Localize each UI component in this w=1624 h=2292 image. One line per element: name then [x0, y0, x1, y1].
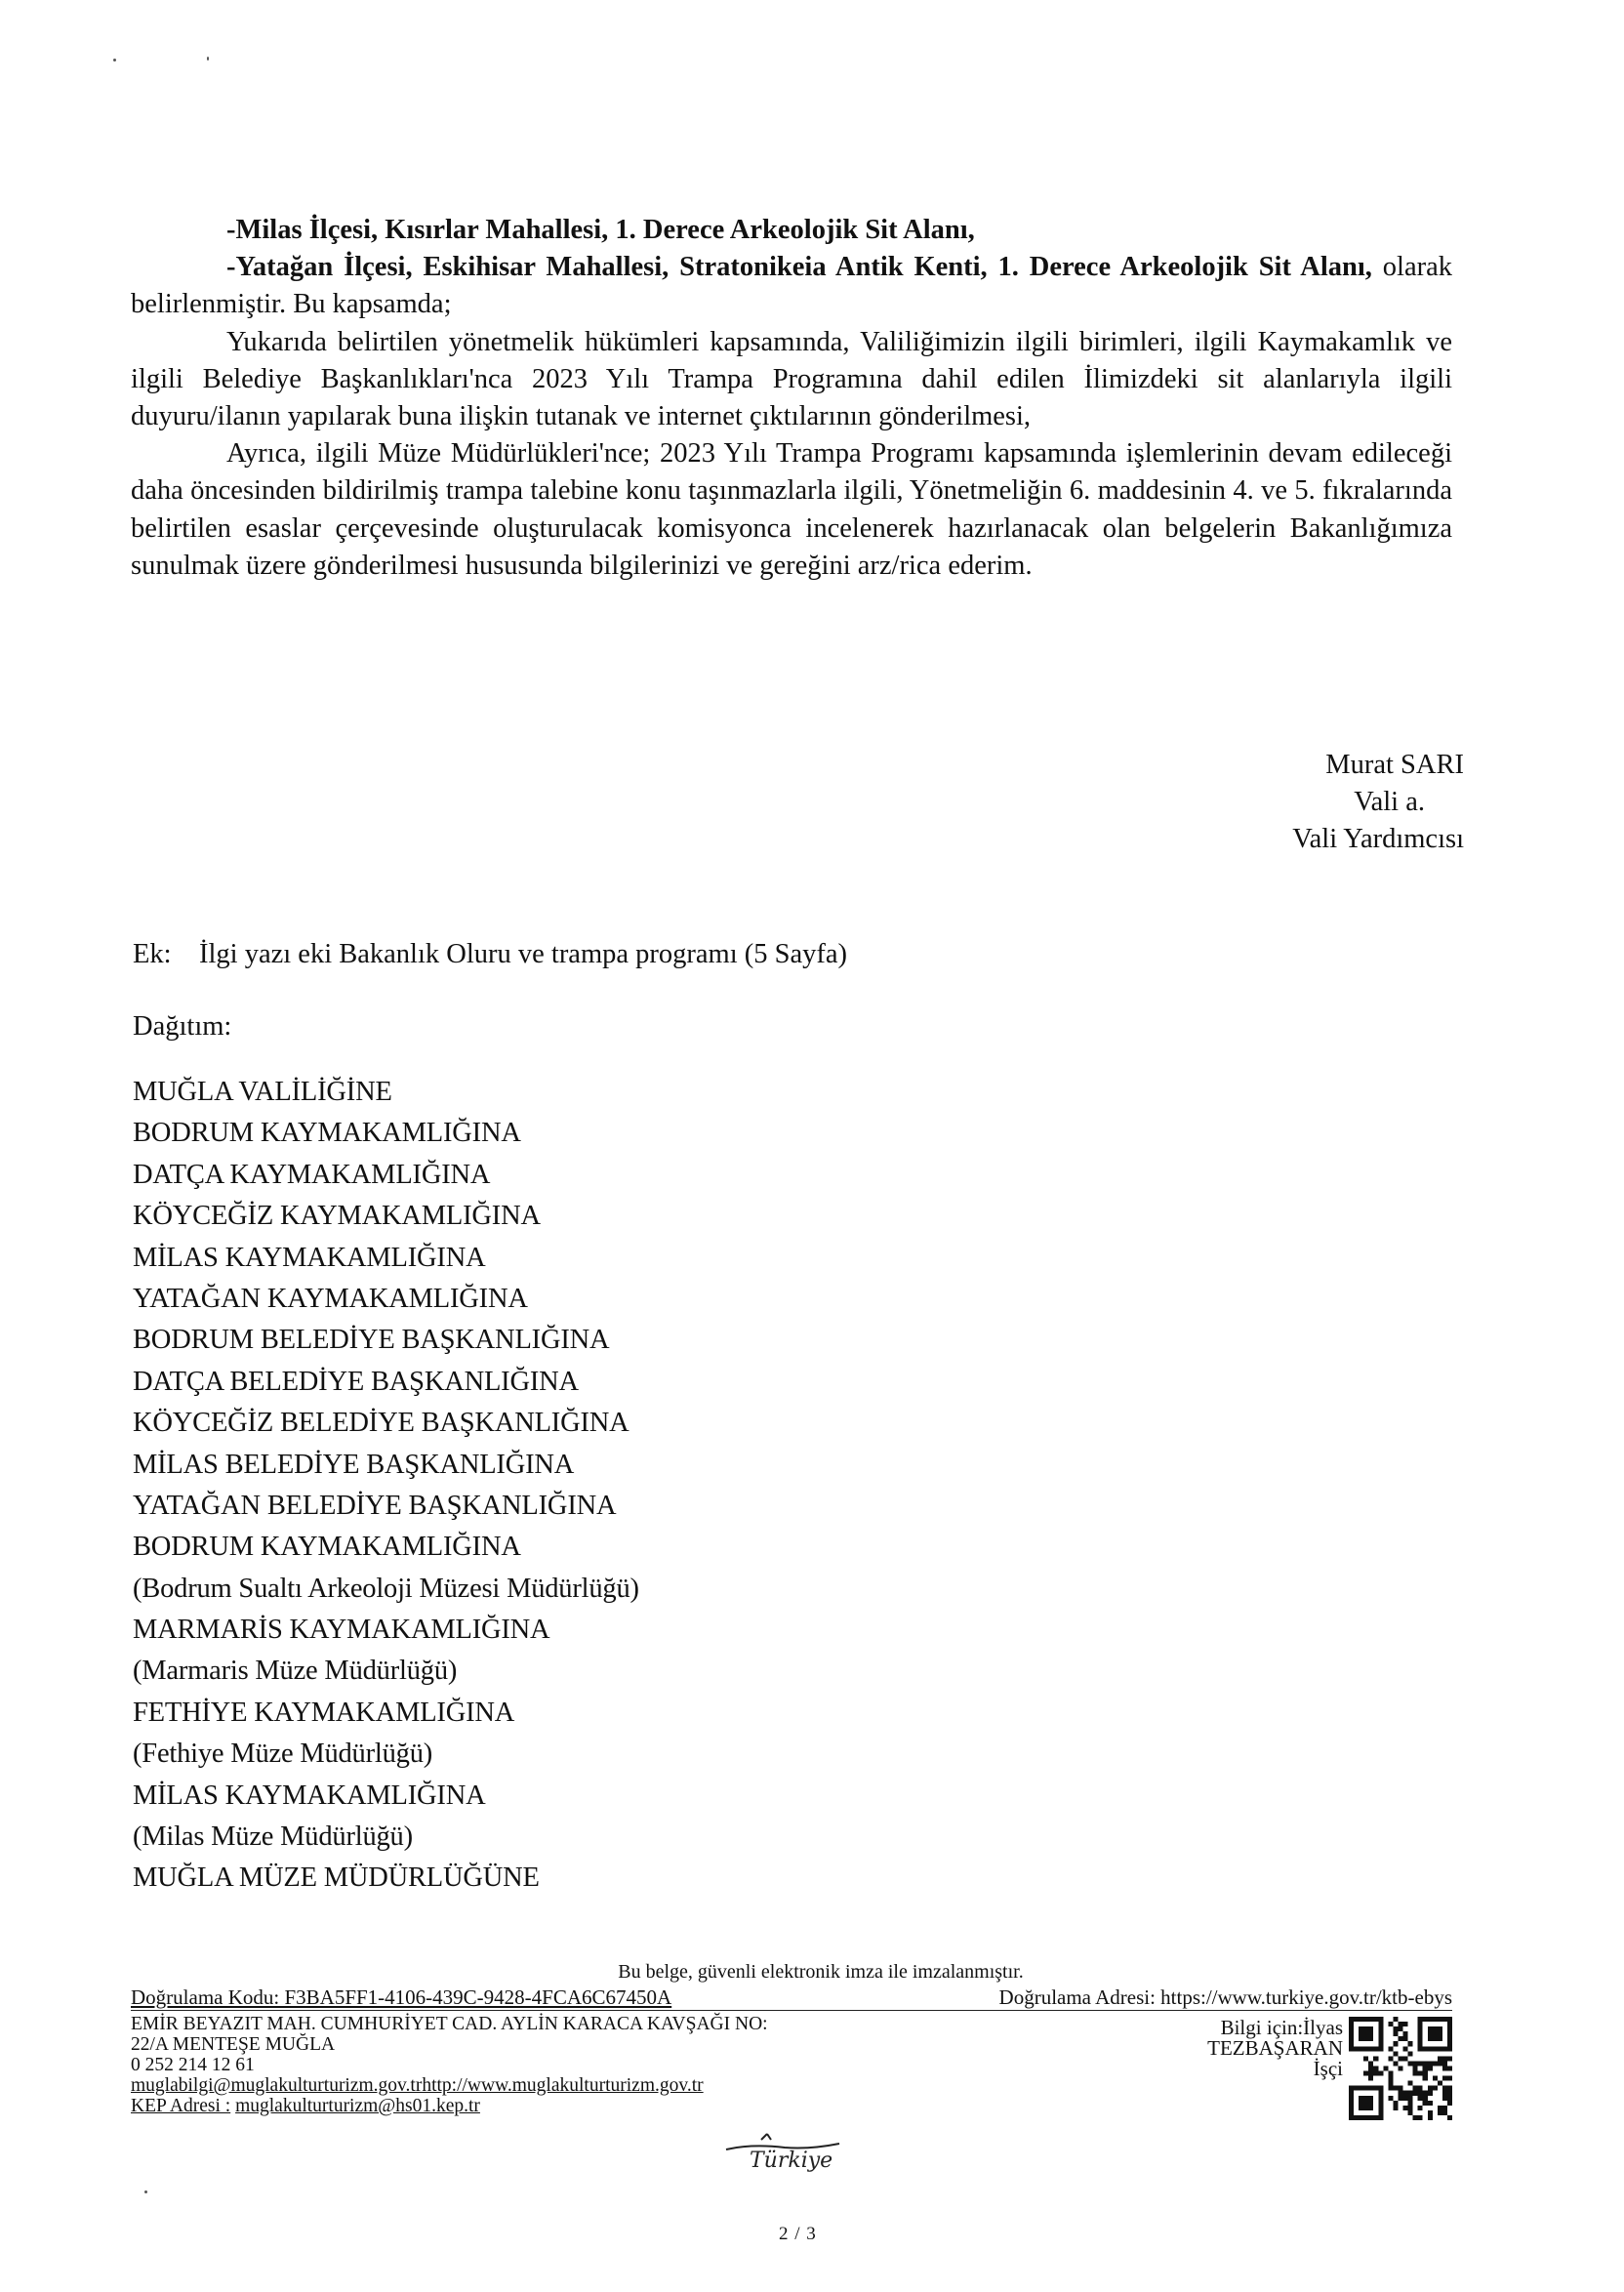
kep-label: KEP Adresi : — [131, 2096, 231, 2116]
distribution-item: KÖYCEĞİZ BELEDİYE BAŞKANLIĞINA — [133, 1408, 629, 1439]
scan-speck — [144, 2190, 147, 2193]
contact-person-block — [1207, 2018, 1343, 2079]
distribution-title: Dağıtım: — [133, 1011, 232, 1042]
contact-block — [131, 2014, 1452, 2131]
distribution-item: BODRUM KAYMAKAMLIĞINA — [133, 1118, 521, 1149]
attachment-text: İlgi yazı eki Bakanlık Oluru ve trampa programı (5 Sayfa) — [199, 939, 847, 969]
distribution-item: KÖYCEĞİZ KAYMAKAMLIĞINA — [133, 1201, 541, 1232]
signatory-role: Vali Yardımcısı — [1292, 824, 1464, 854]
contact-person-line-1: Bilgi için:İlyas — [1220, 2016, 1343, 2039]
turkiye-logo-icon — [722, 2128, 849, 2177]
signatory-title: Vali a. — [1354, 787, 1425, 817]
distribution-item: MUĞLA MÜZE MÜDÜRLÜĞÜNE — [133, 1862, 540, 1894]
turkiye-logo — [722, 2128, 849, 2182]
email-web-link[interactable]: muglabilgi@muglakulturturizm.gov.trhttp://www.muglakulturturizm.gov.tr — [131, 2075, 704, 2096]
distribution-item: (Fethiye Müze Müdürlüğü) — [133, 1739, 433, 1770]
distribution-item: BODRUM BELEDİYE BAŞKANLIĞINA — [133, 1325, 610, 1356]
phone-number: 0 252 214 12 61 — [131, 2055, 255, 2075]
distribution-item: YATAĞAN BELEDİYE BAŞKANLIĞINA — [133, 1490, 617, 1521]
signature-block — [1292, 747, 1464, 858]
distribution-item: MUĞLA VALİLİĞİNE — [133, 1077, 392, 1107]
page-number: 2 / 3 — [779, 2224, 817, 2244]
distribution-item: MİLAS KAYMAKAMLIĞINA — [133, 1242, 486, 1273]
distribution-list — [133, 1072, 639, 1900]
distribution-item: YATAĞAN KAYMAKAMLIĞINA — [133, 1283, 528, 1314]
attachment-line — [133, 939, 847, 970]
distribution-item: FETHİYE KAYMAKAMLIĞINA — [133, 1697, 515, 1728]
esignature-note: Bu belge, güvenli elektronik imza ile imzalanmıştır. — [618, 1961, 1024, 1983]
signatory-name: Murat SARI — [1325, 750, 1464, 780]
qr-code-icon[interactable] — [1349, 2017, 1452, 2120]
address-line-1: EMİR BEYAZIT MAH. CUMHURİYET CAD. AYLİN KARACA KAVŞAĞI NO: — [131, 2014, 768, 2034]
verification-code: Doğrulama Kodu: F3BA5FF1-4106-439C-9428-4FCA6C67450A — [131, 1985, 672, 2009]
distribution-item: (Milas Müze Müdürlüğü) — [133, 1821, 413, 1853]
distribution-item: MİLAS BELEDİYE BAŞKANLIĞINA — [133, 1449, 575, 1480]
svg-text:Türkiye: Türkiye — [750, 2149, 833, 2173]
bullet-milas: -Milas İlçesi, Kısırlar Mahallesi, 1. Derece Arkeolojik Sit Alanı, — [226, 215, 975, 245]
letter-body — [131, 212, 1452, 585]
kep-line — [131, 2096, 1452, 2116]
contact-person-line-2: TEZBAŞARAN — [1207, 2036, 1343, 2060]
distribution-item: BODRUM KAYMAKAMLIĞINA — [133, 1532, 521, 1563]
verification-address[interactable]: Doğrulama Adresi: https://www.turkiye.gov.tr/ktb-ebys — [998, 1985, 1452, 2009]
scan-speck — [207, 57, 209, 61]
bullet-yatagan: -Yatağan İlçesi, Eskihisar Mahallesi, Stratonikeia Antik Kenti, 1. Derece Arkeolojik Sit Alanı, olarak belirlenmiştir. Bu kapsamda; — [131, 252, 1452, 320]
attachment-label: Ek: — [133, 939, 172, 969]
paragraph-museum-directorates: Ayrıca, ilgili Müze Müdürlükleri'nce; 2023 Yılı Trampa Programı kapsamında işlemlerinin devam edileceği daha öncesinden bildirilmiş trampa talebine konu taşınmazlarla ilgili, Yönetmeliğin 6. maddesinin 4. ve 5. fıkralarında belirtilen esaslar çerçevesinde oluşturulacak komisyonca incelenerek hazırlanacak olan belgelerin Bakanlığımıza sunulmak üzere gönderilmesi hususunda bilgilerinizi ve gereğini arz/rica ederim. — [131, 438, 1452, 581]
distribution-item: DATÇA KAYMAKAMLIĞINA — [133, 1159, 491, 1190]
scan-speck — [113, 59, 116, 61]
distribution-item: (Bodrum Sualtı Arkeoloji Müzesi Müdürlüğü) — [133, 1573, 639, 1604]
distribution-item: DATÇA BELEDİYE BAŞKANLIĞINA — [133, 1366, 579, 1397]
paragraph-announcement: Yukarıda belirtilen yönetmelik hükümleri kapsamında, Valiliğimizin ilgili birimleri, ilgili Kaymakamlık ve ilgili Belediye Başkanlıkları'nca 2023 Yılı Trampa Programına dahil edilen İlimizdeki sit alanlarıyla ilgili duyuru/ilanın yapılarak buna ilişkin tutanak ve internet çıktılarının gönderilmesi, — [131, 326, 1452, 432]
kep-address[interactable]: muglakulturturizm@hs01.kep.tr — [235, 2096, 480, 2116]
document-footer — [131, 1962, 1452, 2131]
verification-row — [131, 1987, 1452, 2011]
distribution-item: (Marmaris Müze Müdürlüğü) — [133, 1656, 458, 1687]
contact-person-line-3: İşçi — [1313, 2057, 1343, 2080]
distribution-section — [133, 1011, 639, 1900]
address-line-2: 22/A MENTEŞE MUĞLA — [131, 2034, 336, 2055]
distribution-item: MARMARİS KAYMAKAMLIĞINA — [133, 1615, 550, 1646]
distribution-item: MİLAS KAYMAKAMLIĞINA — [133, 1780, 486, 1811]
